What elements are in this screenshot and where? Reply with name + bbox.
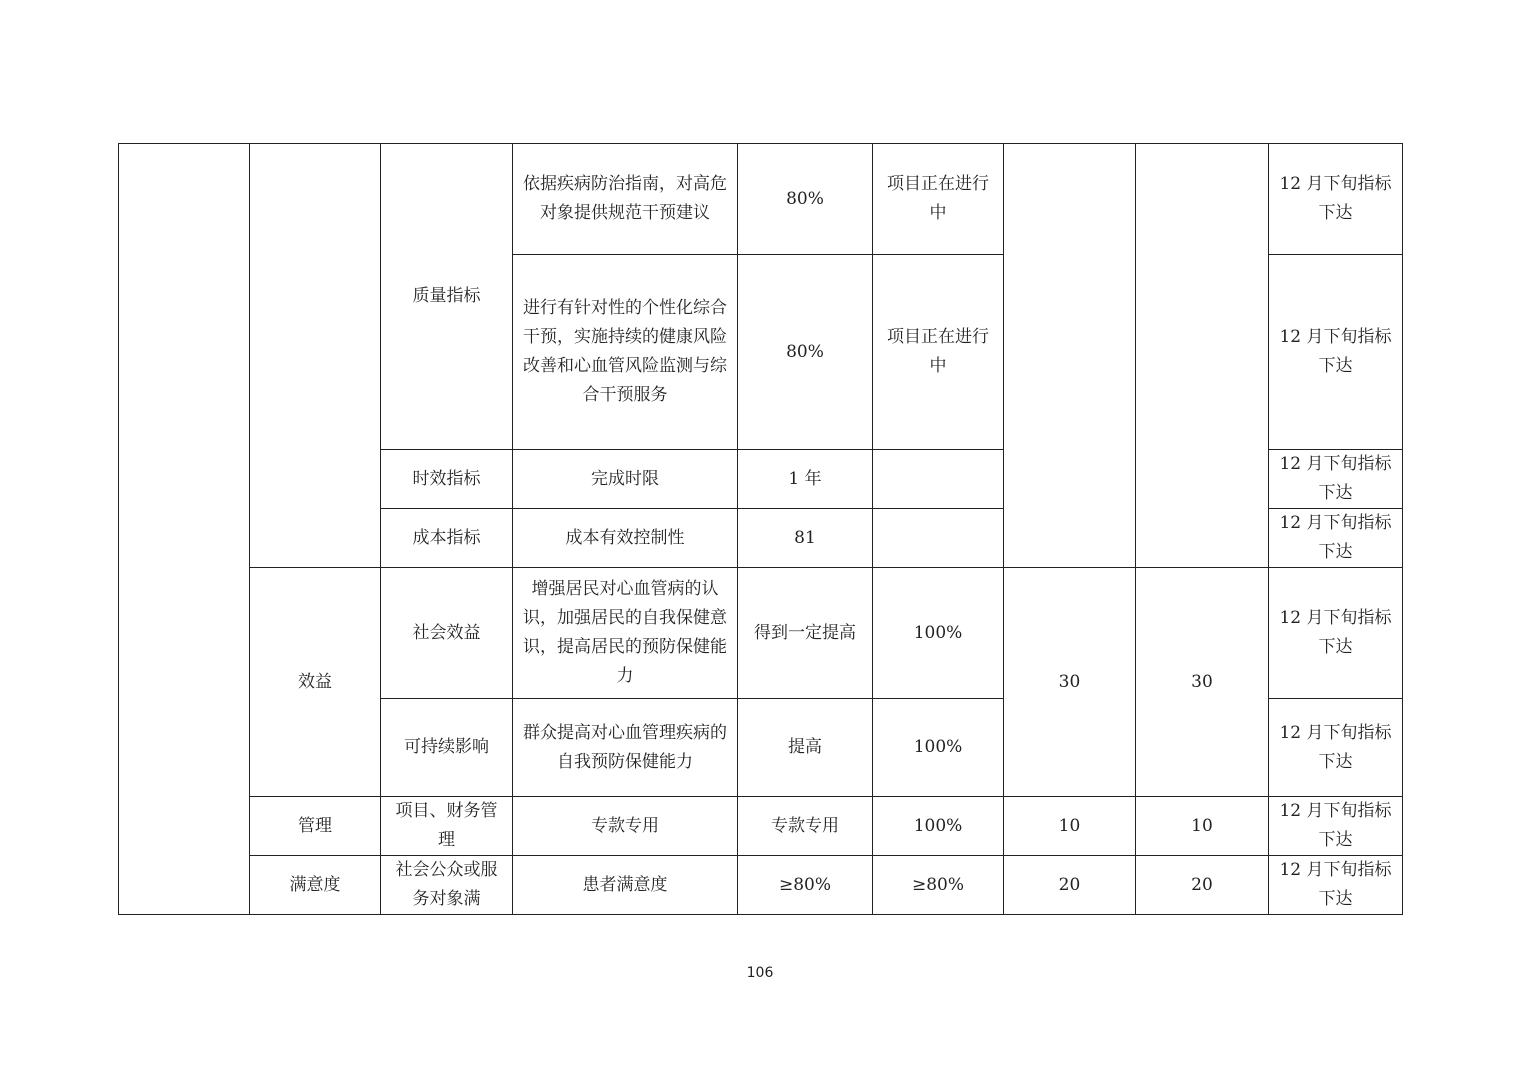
subcategory-cost: 成本指标	[381, 509, 513, 568]
indicator-cell: 完成时限	[513, 450, 738, 509]
remark-cell: 12 月下旬指标下达	[1269, 797, 1403, 856]
target-value-cell: 提高	[738, 699, 873, 797]
indicator-cell: 成本有效控制性	[513, 509, 738, 568]
actual-value-cell: 项目正在进行中	[873, 255, 1004, 450]
actual-value-cell: ≥80%	[873, 856, 1004, 915]
target-value-cell: 1 年	[738, 450, 873, 509]
actual-value-cell	[873, 450, 1004, 509]
remark-cell: 12 月下旬指标下达	[1269, 509, 1403, 568]
score-cell: 20	[1136, 856, 1269, 915]
category-satisfaction: 满意度	[250, 856, 381, 915]
indicator-cell: 群众提高对心血管理疾病的自我预防保健能力	[513, 699, 738, 797]
target-value-cell: 得到一定提高	[738, 568, 873, 699]
output-category-cell	[250, 144, 381, 568]
remark-cell: 12 月下旬指标下达	[1269, 144, 1403, 255]
score-cell: 30	[1136, 568, 1269, 797]
score-cell	[1136, 144, 1269, 568]
indicator-cell: 进行有针对性的个性化综合干预，实施持续的健康风险改善和心血管风险监测与综合干预服务	[513, 255, 738, 450]
actual-value-cell: 100%	[873, 699, 1004, 797]
subcategory-project-finance: 项目、财务管理	[381, 797, 513, 856]
table-row	[119, 797, 1403, 856]
subcategory-sustainable: 可持续影响	[381, 699, 513, 797]
table-row	[119, 856, 1403, 915]
actual-value-cell	[873, 509, 1004, 568]
weight-cell	[1004, 144, 1136, 568]
remark-cell: 12 月下旬指标下达	[1269, 450, 1403, 509]
table-row	[119, 144, 1403, 255]
indicator-cell: 专款专用	[513, 797, 738, 856]
target-value-cell: 80%	[738, 255, 873, 450]
remark-cell: 12 月下旬指标下达	[1269, 699, 1403, 797]
subcategory-timeliness: 时效指标	[381, 450, 513, 509]
table-row	[119, 568, 1403, 699]
target-value-cell: 81	[738, 509, 873, 568]
indicator-cell: 依据疾病防治指南，对高危对象提供规范干预建议	[513, 144, 738, 255]
weight-cell: 20	[1004, 856, 1136, 915]
page-number: 106	[746, 965, 774, 981]
subcategory-social: 社会效益	[381, 568, 513, 699]
subcategory-quality: 质量指标	[381, 144, 513, 450]
performance-indicator-table	[118, 143, 1403, 915]
target-value-cell: ≥80%	[738, 856, 873, 915]
weight-cell: 10	[1004, 797, 1136, 856]
indicator-cell: 增强居民对心血管病的认识，加强居民的自我保健意识，提高居民的预防保健能力	[513, 568, 738, 699]
remark-cell: 12 月下旬指标下达	[1269, 568, 1403, 699]
indicator-cell: 患者满意度	[513, 856, 738, 915]
actual-value-cell: 100%	[873, 797, 1004, 856]
subcategory-public-satisfaction: 社会公众或服务对象满	[381, 856, 513, 915]
actual-value-cell: 100%	[873, 568, 1004, 699]
weight-cell: 30	[1004, 568, 1136, 797]
target-value-cell: 80%	[738, 144, 873, 255]
remark-cell: 12 月下旬指标下达	[1269, 856, 1403, 915]
target-value-cell: 专款专用	[738, 797, 873, 856]
category-management: 管理	[250, 797, 381, 856]
score-cell: 10	[1136, 797, 1269, 856]
category-benefit: 效益	[250, 568, 381, 797]
level1-category-cell	[119, 144, 250, 915]
remark-cell: 12 月下旬指标下达	[1269, 255, 1403, 450]
actual-value-cell: 项目正在进行中	[873, 144, 1004, 255]
